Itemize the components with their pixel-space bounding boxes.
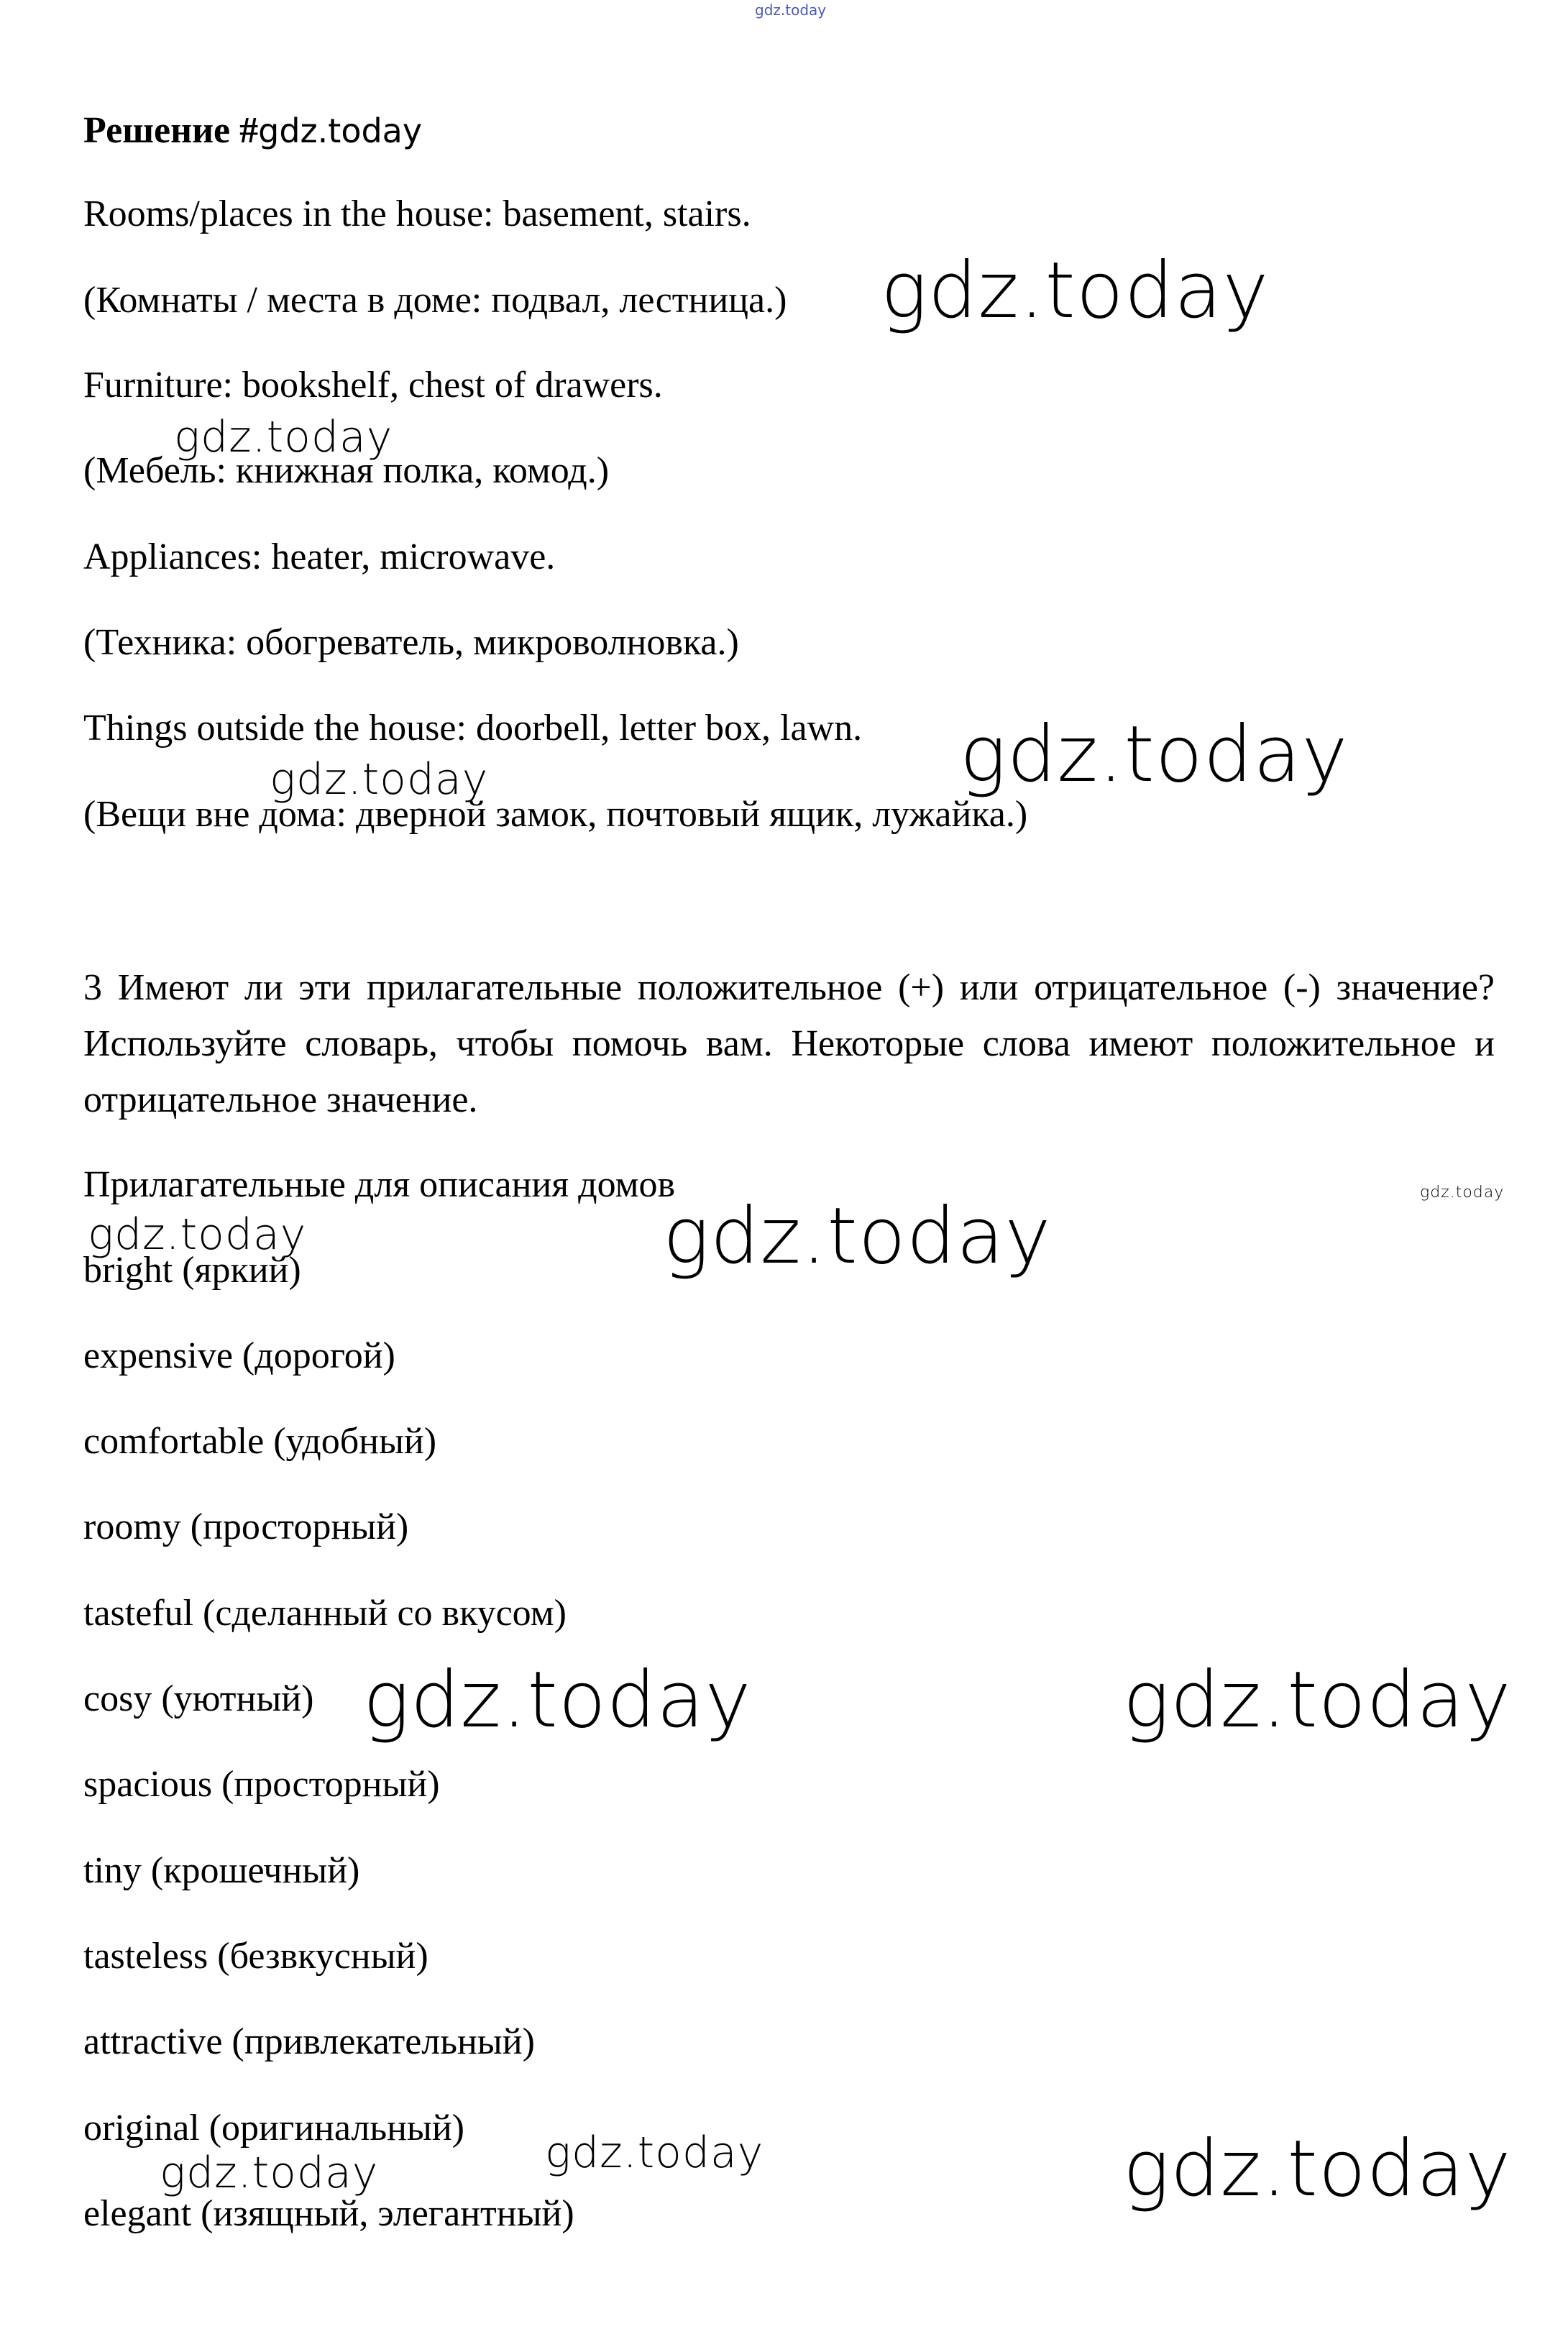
- watermark: gdz.today: [960, 710, 1349, 800]
- watermark: gdz.today: [663, 1191, 1052, 1281]
- adjectives-subtitle: Прилагательные для описания домов: [83, 1164, 676, 1205]
- watermark: gdz.today: [1123, 2124, 1512, 2214]
- task-paragraph: 3 Имеют ли эти прилагательные положительное (+) или отрицательное (-) значение? Используйте словарь, чтобы помочь вам. Некоторые слова имеют положительное и отрицательное значение.: [83, 967, 1495, 1120]
- watermark: gdz.today: [160, 2148, 379, 2198]
- watermark: gdz.today: [270, 754, 489, 805]
- watermark: gdz.today: [1420, 1184, 1505, 1202]
- watermark: gdz.today: [363, 1655, 752, 1745]
- adjective-item: bright (яркий): [83, 1250, 301, 1291]
- adjective-item: expensive (дорогой): [83, 1335, 395, 1376]
- top-watermark: gdz.today: [755, 1, 827, 19]
- furniture-ru-line: (Мебель: книжная полка, комод.): [83, 450, 610, 491]
- outside-ru-line: (Вещи вне дома: дверной замок, почтовый ящик, лужайка.): [83, 794, 1028, 835]
- outside-en-line: Things outside the house: doorbell, letter box, lawn.: [83, 708, 863, 749]
- appliances-ru-line: (Техника: обогреватель, микроволновка.): [83, 622, 739, 663]
- adjective-item: tasteless (безвкусный): [83, 1936, 428, 1977]
- heading-label: Решение #: [83, 110, 259, 151]
- adjective-item: elegant (изящный, элегантный): [83, 2193, 574, 2234]
- adjective-item: attractive (привлекательный): [83, 2021, 535, 2062]
- adjective-item: original (оригинальный): [83, 2108, 464, 2149]
- solution-heading: [83, 109, 422, 152]
- adjective-item: tiny (крошечный): [83, 1850, 360, 1891]
- watermark: gdz.today: [174, 412, 393, 462]
- adjective-item: roomy (просторный): [83, 1506, 409, 1547]
- rooms-en-line: Rooms/places in the house: basement, stairs.: [83, 193, 751, 234]
- watermark: gdz.today: [88, 1209, 307, 1260]
- adjective-item: tasteful (сделанный со вкусом): [83, 1593, 567, 1634]
- rooms-ru-line: (Комнаты / места в доме: подвал, лестница.): [83, 280, 787, 321]
- watermark: gdz.today: [881, 246, 1270, 336]
- furniture-en-line: Furniture: bookshelf, chest of drawers.: [83, 365, 663, 406]
- adjective-item: comfortable (удобный): [83, 1421, 437, 1462]
- heading-watermark: gdz.today: [258, 111, 423, 150]
- watermark: gdz.today: [545, 2128, 764, 2178]
- adjective-item: spacious (просторный): [83, 1764, 440, 1805]
- appliances-en-line: Appliances: heater, microwave.: [83, 536, 556, 577]
- adjective-item: cosy (уютный): [83, 1678, 314, 1719]
- watermark: gdz.today: [1123, 1655, 1512, 1745]
